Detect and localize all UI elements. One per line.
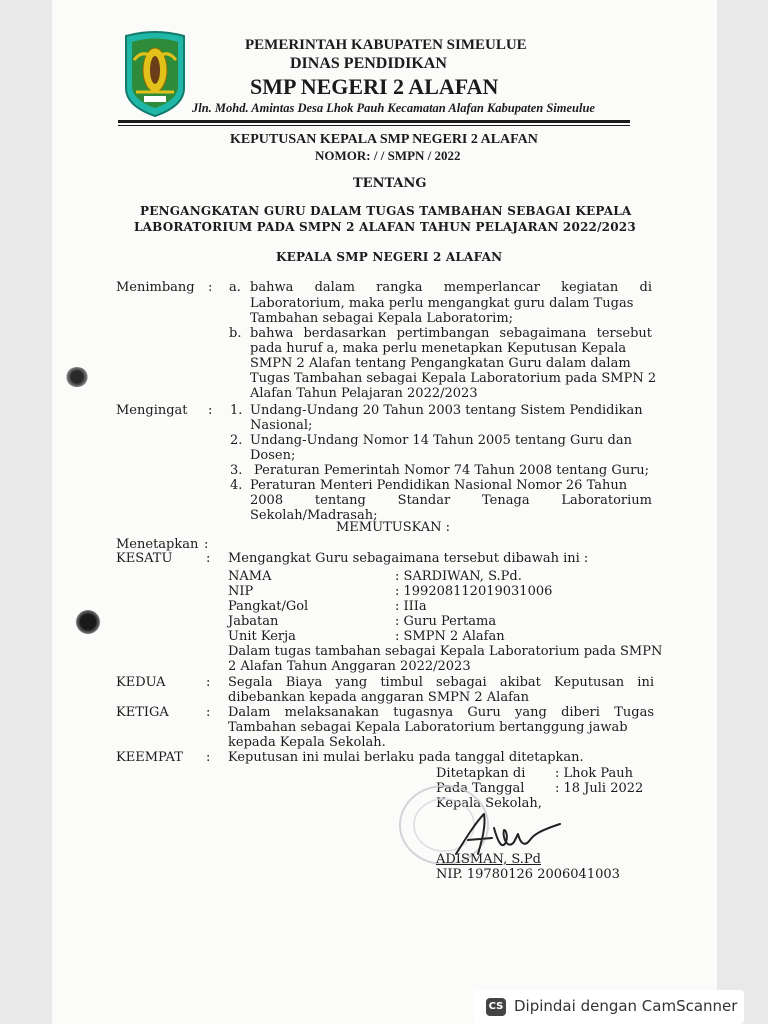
menimbang-a-line-2: Laboratorium, maka perlu mengangkat guru dalam Tugas: [250, 296, 634, 311]
subject-line-1: PENGANGKATAN GURU DALAM TUGAS TAMBAHAN SEBAGAI KEPALA: [140, 204, 632, 218]
appointee-field-name: NAMA: [228, 569, 272, 584]
mengingat-colon: :: [208, 403, 213, 418]
mengingat-4-line-3: Sekolah/Madrasah;: [250, 508, 378, 523]
appointee-field-rank: Pangkat/Gol: [228, 599, 309, 614]
about-heading: TENTANG: [353, 176, 427, 191]
appointee-value-nip: : 199208112019031006: [395, 584, 553, 599]
ketiga-colon: :: [206, 705, 211, 720]
issuer-heading: KEPALA SMP NEGERI 2 ALAFAN: [276, 250, 503, 264]
kesatu-note-line-2: 2 Alafan Tahun Anggaran 2022/2023: [228, 659, 471, 674]
appointee-value-name: : SARDIWAN, S.Pd.: [395, 569, 522, 584]
menetapkan-label: Menetapkan: [116, 537, 199, 552]
menimbang-b-line-1: bahwa berdasarkan pertimbangan sebagaimana tersebut: [250, 326, 652, 341]
kedua-colon: :: [206, 675, 211, 690]
ketiga-line-1: Dalam melaksanakan tugasnya Guru yang diberi Tugas: [228, 705, 654, 720]
mengingat-1-line-2: Nasional;: [250, 418, 313, 433]
menimbang-a-marker: a.: [229, 280, 241, 295]
appointee-value-position: : Guru Pertama: [395, 614, 497, 629]
kesatu-note-line-1: Dalam tugas tambahan sebagai Kepala Laboratorium pada SMPN: [228, 644, 663, 659]
camscanner-watermark: [474, 990, 744, 1024]
letterhead-rule-thin: [118, 125, 630, 126]
mengingat-3-line-1: Peraturan Pemerintah Nomor 74 Tahun 2008 tentang Guru;: [254, 463, 650, 478]
school-address: Jln. Mohd. Amintas Desa Lhok Pauh Kecamatan Alafan Kabupaten Simeulue: [192, 101, 595, 115]
menimbang-a-line-3: Tambahan sebagai Kepala Laboratorim;: [250, 311, 514, 326]
mengingat-4-marker: 4.: [230, 478, 243, 493]
memutuskan-heading: MEMUTUSKAN :: [336, 520, 451, 535]
keempat-line-1: Keputusan ini mulai berlaku pada tanggal ditetapkan.: [228, 750, 584, 765]
camscanner-logo-icon: CS: [486, 998, 506, 1016]
mengingat-3-marker: 3.: [230, 463, 243, 478]
decree-number: NOMOR: / / SMPN / 2022: [315, 148, 461, 163]
ketiga-line-2: Tambahan sebagai Kepala Laboratorium bertanggung jawab: [228, 720, 628, 735]
menimbang-b-line-5: Alafan Tahun Pelajaran 2022/2023: [250, 386, 478, 401]
menimbang-b-line-3: SMPN 2 Alafan tentang Pengangkatan Guru dalam dalam: [250, 356, 631, 371]
kedua-label: KEDUA: [116, 675, 166, 690]
mengingat-label: Mengingat: [116, 403, 188, 418]
mengingat-4-line-2: 2008 tentang Standar Tenaga Laboratorium: [250, 493, 652, 508]
menimbang-label: Menimbang: [116, 280, 195, 295]
agency-name: DINAS PENDIDIKAN: [290, 55, 447, 72]
letterhead-rule-thick: [118, 120, 630, 123]
punch-hole-bottom: [76, 610, 100, 634]
mengingat-2-line-1: Undang-Undang Nomor 14 Tahun 2005 tentang Guru dan: [250, 433, 632, 448]
mengingat-4-line-1: Peraturan Menteri Pendidikan Nasional Nomor 26 Tahun: [250, 478, 628, 493]
appointee-value-unit: : SMPN 2 Alafan: [395, 629, 505, 644]
appointee-field-position: Jabatan: [228, 614, 279, 629]
mengingat-1-line-1: Undang-Undang 20 Tahun 2003 tentang Sistem Pendidikan: [250, 403, 643, 418]
regency-logo-icon: [120, 30, 190, 118]
keempat-label: KEEMPAT: [116, 750, 183, 765]
school-name: SMP NEGERI 2 ALAFAN: [250, 74, 499, 99]
menetapkan-colon: :: [204, 537, 209, 552]
decree-title: KEPUTUSAN KEPALA SMP NEGERI 2 ALAFAN: [230, 132, 538, 147]
menimbang-colon: :: [208, 280, 213, 295]
camscanner-text: Dipindai dengan CamScanner: [514, 997, 738, 1015]
mengingat-2-marker: 2.: [230, 433, 243, 448]
kesatu-intro: Mengangkat Guru sebagaimana tersebut dibawah ini :: [228, 551, 589, 566]
appointee-value-rank: : IIIa: [395, 599, 427, 614]
ketiga-label: KETIGA: [116, 705, 169, 720]
mengingat-2-line-2: Dosen;: [250, 448, 296, 463]
keempat-colon: :: [206, 750, 211, 765]
place-value: : Lhok Pauh: [555, 766, 634, 781]
kesatu-colon: :: [206, 551, 211, 566]
mengingat-1-marker: 1.: [230, 403, 243, 418]
appointee-field-nip: NIP: [228, 584, 254, 599]
ketiga-line-3: kepada Kepala Sekolah.: [228, 735, 386, 750]
punch-hole-top: [66, 367, 88, 387]
signer-nip: NIP. 19780126 2006041003: [436, 867, 620, 882]
kedua-line-2: dibebankan kepada anggaran SMPN 2 Alafan: [228, 690, 530, 705]
menimbang-a-line-1: bahwa dalam rangka memperlancar kegiatan di: [250, 280, 652, 295]
place-label: Ditetapkan di: [436, 766, 526, 781]
signer-role: Kepala Sekolah,: [436, 796, 542, 811]
kesatu-label: KESATU: [116, 551, 173, 566]
subject-line-2: LABORATORIUM PADA SMPN 2 ALAFAN TAHUN PELAJARAN 2022/2023: [134, 220, 636, 234]
appointee-field-unit: Unit Kerja: [228, 629, 296, 644]
government-name: PEMERINTAH KABUPATEN SIMEULUE: [245, 37, 527, 53]
kedua-line-1: Segala Biaya yang timbul sebagai akibat Keputusan ini: [228, 675, 654, 690]
date-value: : 18 Juli 2022: [555, 781, 644, 796]
date-label: Pada Tanggal: [436, 781, 525, 796]
signer-name: ADISMAN, S.Pd: [436, 852, 542, 867]
menimbang-b-line-2: pada huruf a, maka perlu menetapkan Keputusan Kepala: [250, 341, 627, 356]
menimbang-b-line-4: Tugas Tambahan sebagai Kepala Laboratorium pada SMPN 2: [250, 371, 657, 386]
menimbang-b-marker: b.: [229, 326, 242, 341]
